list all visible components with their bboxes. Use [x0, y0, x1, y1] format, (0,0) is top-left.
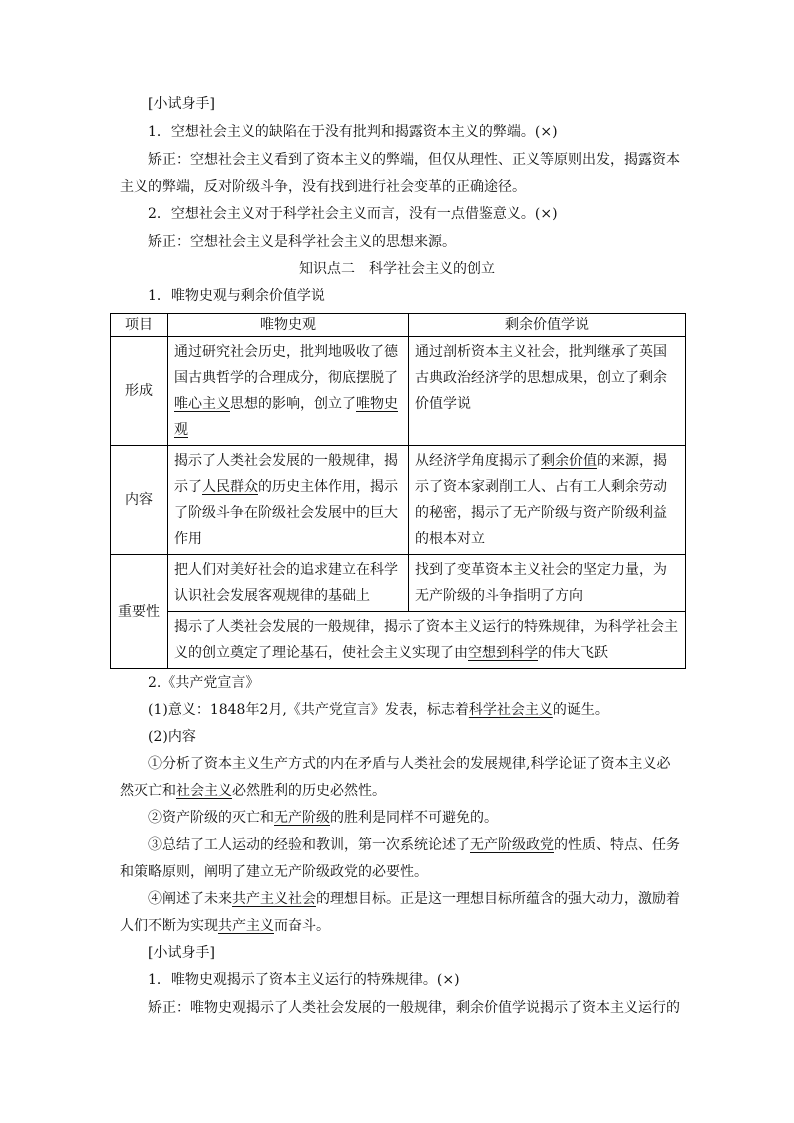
- manifesto-p3-line2: 和策略原则，阐明了建立无产阶级政党的必要性。: [120, 864, 428, 880]
- header-col1: 唯物史观: [168, 314, 409, 337]
- table-header-row: [111, 314, 686, 337]
- header-col2: 剩余价值学说: [409, 314, 686, 337]
- content-col2: 从经济学角度揭示了剩余价值的来源，揭示了资本家剥削工人、占有工人剩余劳动的秘密，揭示了无产阶级与资产阶级利益的根本对立: [409, 446, 686, 555]
- manifesto-p1-line2: 然灭亡和社会主义必然胜利的历史必然性。: [120, 783, 386, 799]
- correction-1-line1: 矫正：空想社会主义看到了资本主义的弊端，但仅从理性、正义等原则出发，揭露资本: [148, 152, 680, 168]
- wrong-mark: ×: [540, 206, 553, 222]
- table-row-importance-merged: [111, 612, 686, 669]
- header-item: 项目: [111, 314, 168, 337]
- question-2: 2．空想社会主义对于科学社会主义而言，没有一点借鉴意义。(×): [148, 206, 558, 222]
- manifesto-content-title: (2)内容: [148, 729, 196, 745]
- importance-merged: 揭示了人类社会发展的一般规律，揭示了资本主义运行的特殊规律，为科学社会主义的创立奠定了理论基石，使社会主义实现了由空想到科学的伟大飞跃: [168, 612, 686, 669]
- formation-col1: 通过研究社会历史，批判地吸收了德国古典哲学的合理成分，彻底摆脱了唯心主义思想的影响，创立了唯物史观: [168, 337, 409, 446]
- importance-col2: 找到了变革资本主义社会的坚定力量，为无产阶级的斗争指明了方向: [409, 555, 686, 612]
- knowledge-title: 知识点二 科学社会主义的创立: [299, 261, 495, 277]
- importance-col1: 把人们对美好社会的追求建立在科学认识社会发展客观规律的基础上: [168, 555, 409, 612]
- correction-3: 矫正：唯物史观揭示了人类社会发展的一般规律，剩余价值学说揭示了资本主义运行的: [148, 1000, 680, 1016]
- question-3: 1．唯物史观揭示了资本主义运行的特殊规律。(×): [148, 972, 460, 988]
- manifesto-p2: ②资产阶级的灭亡和无产阶级的胜利是同样不可避免的。: [148, 810, 498, 826]
- question-1: 1．空想社会主义的缺陷在于没有批判和揭露资本主义的弊端。(×): [148, 124, 558, 140]
- manifesto-title: 2.《共产党宣言》: [148, 675, 260, 691]
- row-label-formation: 形成: [111, 337, 168, 446]
- formation-col2: 通过剖析资本主义社会，批判继承了英国古典政治经济学的思想成果，创立了剩余价值学说: [409, 337, 686, 446]
- wrong-mark: ×: [540, 124, 553, 140]
- manifesto-p1-line1: ①分析了资本主义生产方式的内在矛盾与人类社会的发展规律,科学论证了资本主义必: [148, 756, 671, 772]
- table-row-formation: [111, 337, 686, 446]
- comparison-table: [110, 313, 686, 669]
- row-label-importance: 重要性: [111, 555, 168, 669]
- correction-2: 矫正：空想社会主义是科学社会主义的思想来源。: [148, 234, 456, 250]
- manifesto-p3-line1: ③总结了工人运动的经验和教训，第一次系统论述了无产阶级政党的性质、特点、任务: [148, 837, 680, 853]
- manifesto-p4-line2: 人们不断为实现共产主义而奋斗。: [120, 918, 330, 934]
- correction-1-line2: 主义的弊端，反对阶级斗争，没有找到进行社会变革的正确途径。: [120, 179, 526, 195]
- practice-heading-2: [小试身手]: [148, 945, 215, 961]
- manifesto-significance: (1)意义：1848年2月,《共产党宣言》发表，标志着科学社会主义的诞生。: [148, 702, 609, 718]
- table-row-importance: [111, 555, 686, 612]
- subsection-title: 1．唯物史观与剩余价值学说: [148, 288, 325, 304]
- table-row-content: [111, 446, 686, 555]
- manifesto-p4-line1: ④阐述了未来共产主义社会的理想目标。正是这一理想目标所蕴含的强大动力，激励着: [148, 891, 680, 907]
- wrong-mark: ×: [442, 972, 455, 988]
- content-col1: 揭示了人类社会发展的一般规律，揭示了人民群众的历史主体作用，揭示了阶级斗争在阶级社会发展中的巨大作用: [168, 446, 409, 555]
- row-label-content: 内容: [111, 446, 168, 555]
- practice-heading: [小试身手]: [148, 96, 215, 112]
